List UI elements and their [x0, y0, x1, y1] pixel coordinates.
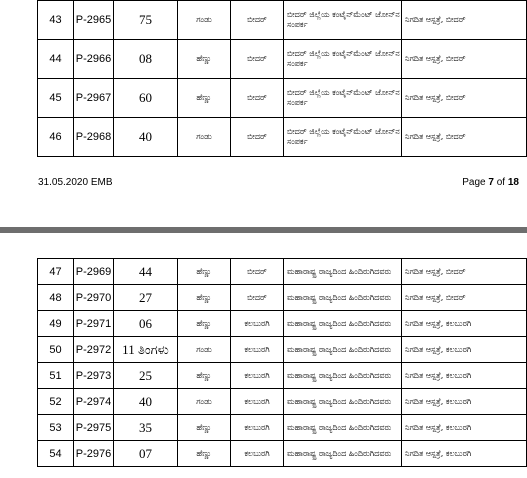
serial-number-cell: 48	[38, 285, 74, 311]
hospital-cell: ನಿಗದಿತ ಆಸ್ಪತ್ರೆ, ಕಲಬುರಗಿ	[402, 337, 527, 363]
gender-cell: ಗಂಡು	[178, 1, 231, 40]
table-row	[38, 389, 527, 415]
district-cell: ಬೀದರ್	[231, 259, 284, 285]
district-cell: ಬೀದರ್	[231, 40, 284, 79]
travel-history-cell: ಮಹಾರಾಷ್ಟ್ರ ರಾಜ್ಯದಿಂದ ಹಿಂದಿರುಗಿದವರು	[284, 259, 402, 285]
gender-cell: ಹೆಣ್ಣು	[178, 259, 231, 285]
document-page-7	[0, 0, 527, 203]
district-cell: ಬೀದರ್	[231, 285, 284, 311]
hospital-cell: ನಿಗದಿತ ಆಸ್ಪತ್ರೆ, ಬೀದರ್	[402, 285, 527, 311]
patient-id-cell: P-2973	[74, 363, 114, 389]
patient-table-page-8	[37, 258, 527, 467]
district-cell: ಕಲಬುರಗಿ	[231, 337, 284, 363]
district-cell: ಕಲಬುರಗಿ	[231, 415, 284, 441]
table-row	[38, 1, 527, 40]
footer-date: 31.05.2020 EMB	[38, 177, 113, 188]
district-cell: ಕಲಬುರಗಿ	[231, 441, 284, 467]
age-cell: 07	[114, 441, 178, 467]
hospital-cell: ನಿಗದಿತ ಆಸ್ಪತ್ರೆ, ಬೀದರ್	[402, 118, 527, 157]
age-cell: 40	[114, 118, 178, 157]
serial-number-cell: 50	[38, 337, 74, 363]
age-cell: 40	[114, 389, 178, 415]
patient-id-cell: P-2975	[74, 415, 114, 441]
patient-id-cell: P-2976	[74, 441, 114, 467]
table-row	[38, 259, 527, 285]
travel-history-cell: ಮಹಾರಾಷ್ಟ್ರ ರಾಜ್ಯದಿಂದ ಹಿಂದಿರುಗಿದವರು	[284, 389, 402, 415]
gender-cell: ಹೆಣ್ಣು	[178, 311, 231, 337]
table-row	[38, 118, 527, 157]
travel-history-cell: ಮಹಾರಾಷ್ಟ್ರ ರಾಜ್ಯದಿಂದ ಹಿಂದಿರುಗಿದವರು	[284, 337, 402, 363]
table-row	[38, 441, 527, 467]
travel-history-cell: ಮಹಾರಾಷ್ಟ್ರ ರಾಜ್ಯದಿಂದ ಹಿಂದಿರುಗಿದವರು	[284, 415, 402, 441]
serial-number-cell: 52	[38, 389, 74, 415]
district-cell: ಬೀದರ್	[231, 1, 284, 40]
patient-id-cell: P-2974	[74, 389, 114, 415]
gender-cell: ಹೆಣ್ಣು	[178, 415, 231, 441]
gender-cell: ಗಂಡು	[178, 337, 231, 363]
hospital-cell: ನಿಗದಿತ ಆಸ್ಪತ್ರೆ, ಬೀದರ್	[402, 1, 527, 40]
district-cell: ಬೀದರ್	[231, 79, 284, 118]
patient-id-cell: P-2967	[74, 79, 114, 118]
district-cell: ಕಲಬುರಗಿ	[231, 389, 284, 415]
serial-number-cell: 54	[38, 441, 74, 467]
patient-id-cell: P-2968	[74, 118, 114, 157]
district-cell: ಕಲಬುರಗಿ	[231, 311, 284, 337]
table-row	[38, 363, 527, 389]
age-cell: 11 ತಿಂಗಳು	[114, 337, 178, 363]
age-cell: 27	[114, 285, 178, 311]
serial-number-cell: 44	[38, 40, 74, 79]
table-row	[38, 415, 527, 441]
age-cell: 08	[114, 40, 178, 79]
table-row	[38, 40, 527, 79]
travel-history-cell: ಬೀದರ್ ಜಿಲ್ಲೆಯ ಕಂಟೈನ್‌ಮೆಂಟ್ ಜೋನ್‌ನ ಸಂಪರ್ಕ	[284, 40, 402, 79]
travel-history-cell: ಬೀದರ್ ಜಿಲ್ಲೆಯ ಕಂಟೈನ್‌ಮೆಂಟ್ ಜೋನ್‌ನ ಸಂಪರ್ಕ	[284, 118, 402, 157]
hospital-cell: ನಿಗದಿತ ಆಸ್ಪತ್ರೆ, ಬೀದರ್	[402, 259, 527, 285]
table-row	[38, 337, 527, 363]
travel-history-cell: ಮಹಾರಾಷ್ಟ್ರ ರಾಜ್ಯದಿಂದ ಹಿಂದಿರುಗಿದವರು	[284, 441, 402, 467]
serial-number-cell: 43	[38, 1, 74, 40]
patient-id-cell: P-2965	[74, 1, 114, 40]
travel-history-cell: ಮಹಾರಾಷ್ಟ್ರ ರಾಜ್ಯದಿಂದ ಹಿಂದಿರುಗಿದವರು	[284, 363, 402, 389]
hospital-cell: ನಿಗದಿತ ಆಸ್ಪತ್ರೆ, ಕಲಬುರಗಿ	[402, 441, 527, 467]
gender-cell: ಗಂಡು	[178, 389, 231, 415]
age-cell: 60	[114, 79, 178, 118]
travel-history-cell: ಬೀದರ್ ಜಿಲ್ಲೆಯ ಕಂಟೈನ್‌ಮೆಂಟ್ ಜೋನ್‌ನ ಸಂಪರ್ಕ	[284, 79, 402, 118]
age-cell: 25	[114, 363, 178, 389]
patient-table-page-7	[37, 0, 527, 157]
footer-page-number: Page 7 of 18	[462, 177, 519, 188]
gender-cell: ಗಂಡು	[178, 118, 231, 157]
patient-id-cell: P-2971	[74, 311, 114, 337]
gender-cell: ಹೆಣ್ಣು	[178, 441, 231, 467]
district-cell: ಕಲಬುರಗಿ	[231, 363, 284, 389]
patient-id-cell: P-2969	[74, 259, 114, 285]
serial-number-cell: 51	[38, 363, 74, 389]
serial-number-cell: 49	[38, 311, 74, 337]
gender-cell: ಹೆಣ್ಣು	[178, 79, 231, 118]
patient-id-cell: P-2972	[74, 337, 114, 363]
district-cell: ಬೀದರ್	[231, 118, 284, 157]
serial-number-cell: 47	[38, 259, 74, 285]
hospital-cell: ನಿಗದಿತ ಆಸ್ಪತ್ರೆ, ಬೀದರ್	[402, 79, 527, 118]
gender-cell: ಹೆಣ್ಣು	[178, 40, 231, 79]
table-row	[38, 285, 527, 311]
hospital-cell: ನಿಗದಿತ ಆಸ್ಪತ್ರೆ, ಕಲಬುರಗಿ	[402, 363, 527, 389]
serial-number-cell: 45	[38, 79, 74, 118]
hospital-cell: ನಿಗದಿತ ಆಸ್ಪತ್ರೆ, ಕಲಬುರಗಿ	[402, 311, 527, 337]
gender-cell: ಹೆಣ್ಣು	[178, 285, 231, 311]
age-cell: 75	[114, 1, 178, 40]
patient-id-cell: P-2966	[74, 40, 114, 79]
serial-number-cell: 46	[38, 118, 74, 157]
travel-history-cell: ಮಹಾರಾಷ್ಟ್ರ ರಾಜ್ಯದಿಂದ ಹಿಂದಿರುಗಿದವರು	[284, 285, 402, 311]
hospital-cell: ನಿಗದಿತ ಆಸ್ಪತ್ರೆ, ಕಲಬುರಗಿ	[402, 389, 527, 415]
travel-history-cell: ಮಹಾರಾಷ್ಟ್ರ ರಾಜ್ಯದಿಂದ ಹಿಂದಿರುಗಿದವರು	[284, 311, 402, 337]
document-page-8	[0, 233, 527, 478]
table-row	[38, 311, 527, 337]
table-row	[38, 79, 527, 118]
age-cell: 06	[114, 311, 178, 337]
age-cell: 44	[114, 259, 178, 285]
patient-id-cell: P-2970	[74, 285, 114, 311]
hospital-cell: ನಿಗದಿತ ಆಸ್ಪತ್ರೆ, ಕಲಬುರಗಿ	[402, 415, 527, 441]
hospital-cell: ನಿಗದಿತ ಆಸ್ಪತ್ರೆ, ಬೀದರ್	[402, 40, 527, 79]
travel-history-cell: ಬೀದರ್ ಜಿಲ್ಲೆಯ ಕಂಟೈನ್‌ಮೆಂಟ್ ಜೋನ್‌ನ ಸಂಪರ್ಕ	[284, 1, 402, 40]
age-cell: 35	[114, 415, 178, 441]
gender-cell: ಹೆಣ್ಣು	[178, 363, 231, 389]
serial-number-cell: 53	[38, 415, 74, 441]
page-separator	[0, 203, 527, 233]
